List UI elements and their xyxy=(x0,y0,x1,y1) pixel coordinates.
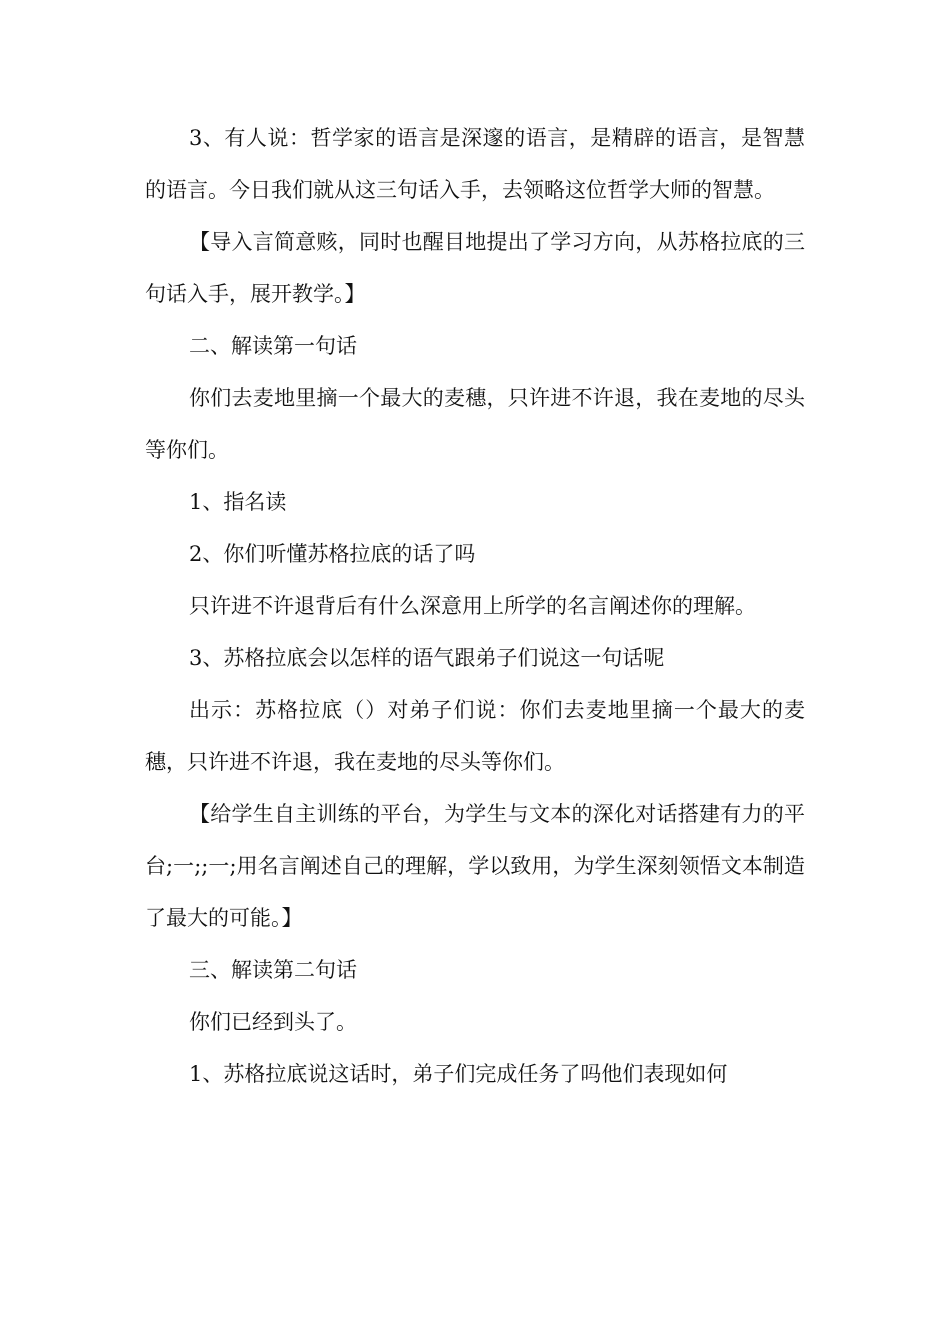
section-heading-3: 三、解读第二句话 xyxy=(189,958,357,982)
paragraph-intro-comment: 【导入言简意赅，同时也醒目地提出了学习方向，从苏格拉底的三句话入手，展开教学。】 xyxy=(145,230,805,306)
paragraph-question: 只许进不许退背后有什么深意用上所学的名言阐述你的理解。 xyxy=(189,594,756,618)
paragraph-quote-1: 你们去麦地里摘一个最大的麦穗，只许进不许退，我在麦地的尽头等你们。 xyxy=(145,386,805,462)
list-item-1-b: 1、苏格拉底说这话时，弟子们完成任务了吗他们表现如何 xyxy=(189,1062,728,1086)
paragraph-display: 出示：苏格拉底（）对弟子们说：你们去麦地里摘一个最大的麦穗，只许进不许退，我在麦地的尽头等你们。 xyxy=(145,698,805,774)
paragraph-comment-2: 【给学生自主训练的平台，为学生与文本的深化对话搭建有力的平台;一;;一;用名言阐述自己的理解，学以致用，为学生深刻领悟文本制造了最大的可能。】 xyxy=(145,802,805,930)
list-item-2: 2、你们听懂苏格拉底的话了吗 xyxy=(189,542,476,566)
list-item-1: 1、指名读 xyxy=(189,490,287,514)
paragraph-intro-point-3: 3、有人说：哲学家的语言是深邃的语言，是精辟的语言，是智慧的语言。今日我们就从这三句话入手，去领略这位哲学大师的智慧。 xyxy=(145,126,805,202)
document-body xyxy=(145,112,805,1100)
list-item-3: 3、苏格拉底会以怎样的语气跟弟子们说这一句话呢 xyxy=(189,646,665,670)
paragraph-quote-2: 你们已经到头了。 xyxy=(189,1010,357,1034)
section-heading-2: 二、解读第一句话 xyxy=(189,334,357,358)
